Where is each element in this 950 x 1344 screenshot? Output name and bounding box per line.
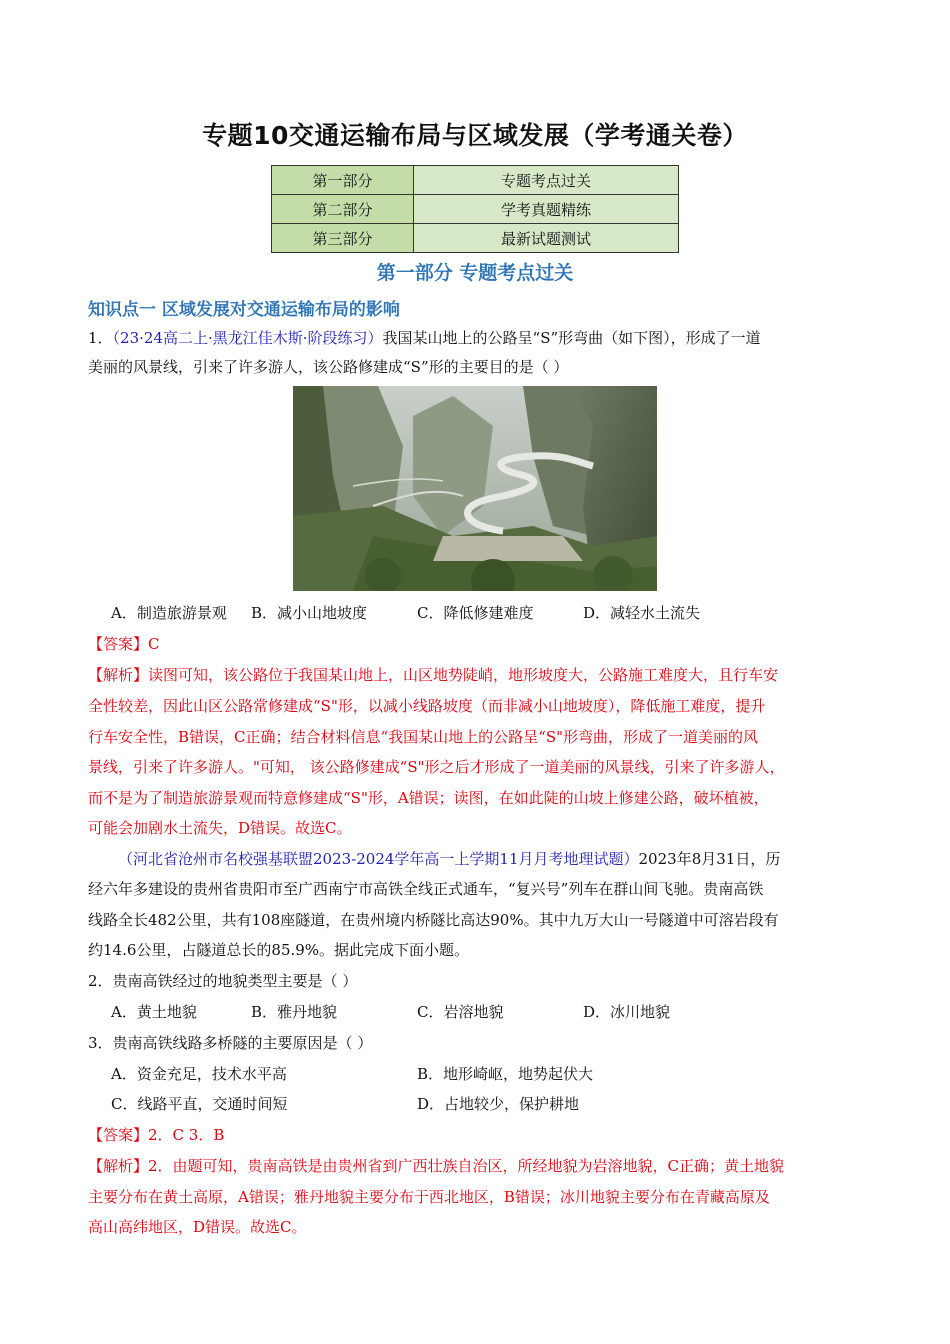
q23-analysis-line: 【解析】2．由题可知，贵南高铁是由贵州省到广西壮族自治区，所经地貌为岩溶地貌，C正确；黄土地貌 [88,1157,785,1175]
q1-source: （23·24高二上·黑龙江佳木斯·阶段练习） [112,329,383,347]
mountain-road-photo [293,386,657,591]
q3-option-d: D．占地较少，保护耕地 [417,1095,580,1113]
q23-answer: 【答案】2．C 3．B [88,1126,225,1144]
table-cell-part: 第一部分 [272,166,414,195]
q3-option-a: A．资金充足，技术水平高 [111,1065,287,1083]
q1-number: 1． [88,329,113,347]
q1-analysis-line: 可能会加剧水土流失，D错误。故选C。 [88,819,352,837]
document-title: 专题10交通运输布局与区域发展（学考通关卷） [202,121,748,150]
q3-option-c: C．线路平直，交通时间短 [111,1095,288,1113]
q1-analysis-line: 行车安全性，B错误，C正确；结合材料信息“我国某山地上的公路呈“S"形弯曲，形成了一道美丽的风 [88,728,759,746]
q3-stem: 3．贵南高铁线路多桥隧的主要原因是（ ） [88,1034,373,1052]
q1-analysis-line: 全性较差，因此山区公路常修建成“S"形，以减小线路坡度（而非减小山地坡度），降低施工难度，提升 [88,697,766,715]
section-heading: 第一部分 专题考点过关 [376,262,574,284]
q23-analysis-line: 主要分布在黄土高原，A错误；雅丹地貌主要分布于西北地区，B错误；冰川地貌主要分布在青藏高原及 [88,1188,770,1206]
material-line: 约14.6公里，占隧道总长的85.9%。据此完成下面小题。 [88,941,470,959]
table-cell-part: 第三部分 [272,224,414,253]
q1-option-a: A．制造旅游景观 [111,604,227,622]
table-cell-part: 第二部分 [272,195,414,224]
material-line1 [118,849,780,869]
parts-table [271,165,679,253]
table-row [272,166,679,195]
table-row [272,224,679,253]
q1-analysis-line: 【解析】读图可知，该公路位于我国某山地上，山区地势陡峭，地形坡度大，公路施工难度大，且行车安 [88,666,779,684]
q1-option-d: D．减轻水土流失 [583,604,701,622]
q23-analysis-line: 高山高纬地区，D错误。故选C。 [88,1218,307,1236]
q2-option-d: D．冰川地貌 [583,1003,671,1021]
q1-stem-line2: 美丽的风景线，引来了许多游人，该公路修建成“S”形的主要目的是（ ） [88,358,569,376]
q1-answer: 【答案】C [88,635,160,653]
mountain-road-image [293,386,657,591]
material-source: （河北省沧州市名校强基联盟2023-2024学年高一上学期11月月考地理试题） [118,850,639,868]
table-row [272,195,679,224]
table-cell-desc: 专题考点过关 [414,166,679,195]
q1-analysis-line: 景线，引来了许多游人。"可知， 该公路修建成“S"形之后才形成了一道美丽的风景线，引来了许多游人， [88,758,785,776]
table-cell-desc: 最新试题测试 [414,224,679,253]
q2-option-c: C．岩溶地貌 [417,1003,504,1021]
q1-option-b: B．减小山地坡度 [251,604,368,622]
q3-option-b: B．地形崎岖，地势起伏大 [417,1065,594,1083]
material-line: 线路全长482公里，共有108座隧道，在贵州境内桥隧比高达90%。其中九万大山一号隧道中可溶岩段有 [88,911,779,929]
q1-analysis-line: 而不是为了制造旅游景观而特意修建成“S"形，A错误；读图，在如此陡的山坡上修建公路，破坏植被， [88,789,769,807]
q2-stem: 2．贵南高铁经过的地貌类型主要是（ ） [88,972,358,990]
q1-stem-text: 我国某山地上的公路呈“S”形弯曲（如下图），形成了一道 [382,329,761,347]
q2-option-b: B．雅丹地貌 [251,1003,338,1021]
material-line: 经六年多建设的贵州省贵阳市至广西南宁市高铁全线正式通车，“复兴号”列车在群山间飞驰。贵南高铁 [88,880,764,898]
q1-stem-line1 [88,328,761,348]
knowledge-point-heading: 知识点一 区域发展对交通运输布局的影响 [88,300,400,320]
table-cell-desc: 学考真题精练 [414,195,679,224]
q1-option-c: C．降低修建难度 [417,604,534,622]
q2-option-a: A．黄土地貌 [111,1003,197,1021]
material-text: 2023年8月31日，历 [638,850,781,868]
